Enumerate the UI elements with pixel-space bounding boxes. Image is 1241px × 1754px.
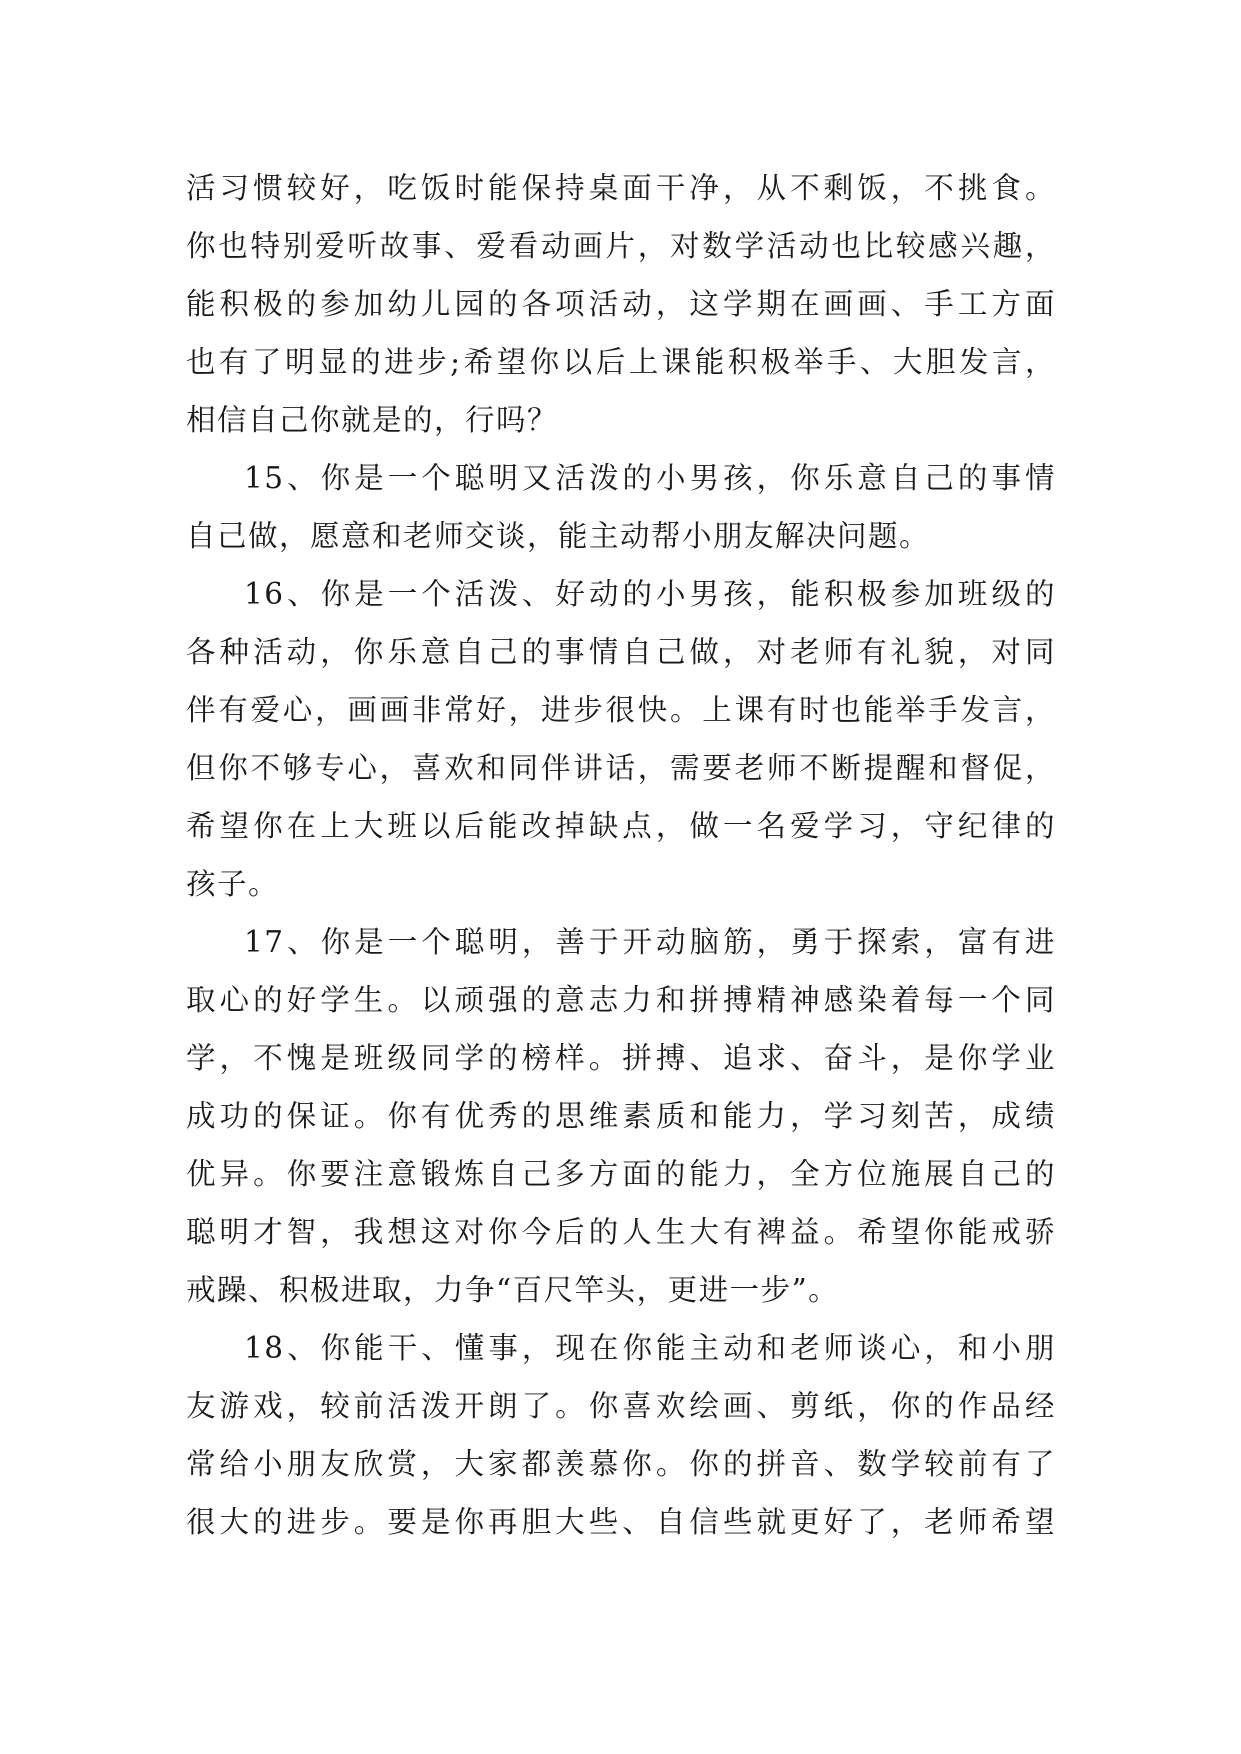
text-line: 很大的进步。要是你再胆大些、自信些就更好了，老师希望 bbox=[186, 1505, 1056, 1539]
text-line: 取心的好学生。以顽强的意志力和拼搏精神感染着每一个同 bbox=[186, 983, 1056, 1017]
paragraph-15 bbox=[186, 449, 1056, 565]
text-line: 伴有爱心，画画非常好，进步很快。上课有时也能举手发言， bbox=[186, 693, 1056, 727]
document-body bbox=[186, 159, 1056, 1551]
text-line: 友游戏，较前活泼开朗了。你喜欢绘画、剪纸，你的作品经 bbox=[186, 1389, 1056, 1423]
text-line: 活习惯较好，吃饭时能保持桌面干净，从不剩饭，不挑食。 bbox=[186, 171, 1056, 205]
text-line: 孩子。 bbox=[186, 867, 280, 901]
text-line: 希望你在上大班以后能改掉缺点，做一名爱学习，守纪律的 bbox=[186, 809, 1056, 843]
text-line: 各种活动，你乐意自己的事情自己做，对老师有礼貌，对同 bbox=[186, 635, 1056, 669]
text-line: 常给小朋友欣赏，大家都羡慕你。你的拼音、数学较前有了 bbox=[186, 1447, 1056, 1481]
text-line: 优异。你要注意锻炼自己多方面的能力，全方位施展自己的 bbox=[186, 1157, 1056, 1191]
text-line: 15、你是一个聪明又活泼的小男孩，你乐意自己的事情 bbox=[244, 461, 1056, 495]
text-line: 能积极的参加幼儿园的各项活动，这学期在画画、手工方面 bbox=[186, 287, 1056, 321]
paragraph-18 bbox=[186, 1319, 1056, 1551]
paragraph-17 bbox=[186, 913, 1056, 1319]
text-line: 但你不够专心，喜欢和同伴讲话，需要老师不断提醒和督促， bbox=[186, 751, 1056, 785]
paragraph-continuation bbox=[186, 159, 1056, 449]
text-line: 也有了明显的进步;希望你以后上课能积极举手、大胆发言， bbox=[186, 345, 1056, 379]
text-line: 相信自己你就是的，行吗？ bbox=[186, 403, 559, 437]
text-line: 16、你是一个活泼、好动的小男孩，能积极参加班级的 bbox=[244, 577, 1056, 611]
text-line: 成功的保证。你有优秀的思维素质和能力，学习刻苦，成绩 bbox=[186, 1099, 1056, 1133]
paragraph-16 bbox=[186, 565, 1056, 913]
text-line: 学，不愧是班级同学的榜样。拼搏、追求、奋斗，是你学业 bbox=[186, 1041, 1056, 1075]
text-line: 18、你能干、懂事，现在你能主动和老师谈心，和小朋 bbox=[244, 1331, 1056, 1365]
text-line: 聪明才智，我想这对你今后的人生大有裨益。希望你能戒骄 bbox=[186, 1215, 1056, 1249]
text-line: 自己做，愿意和老师交谈，能主动帮小朋友解决问题。 bbox=[186, 519, 931, 553]
text-line: 你也特别爱听故事、爱看动画片，对数学活动也比较感兴趣， bbox=[186, 229, 1056, 263]
text-line: 戒躁、积极进取，力争“百尺竿头，更进一步”。 bbox=[186, 1273, 840, 1307]
text-line: 17、你是一个聪明，善于开动脑筋，勇于探索，富有进 bbox=[244, 925, 1056, 959]
